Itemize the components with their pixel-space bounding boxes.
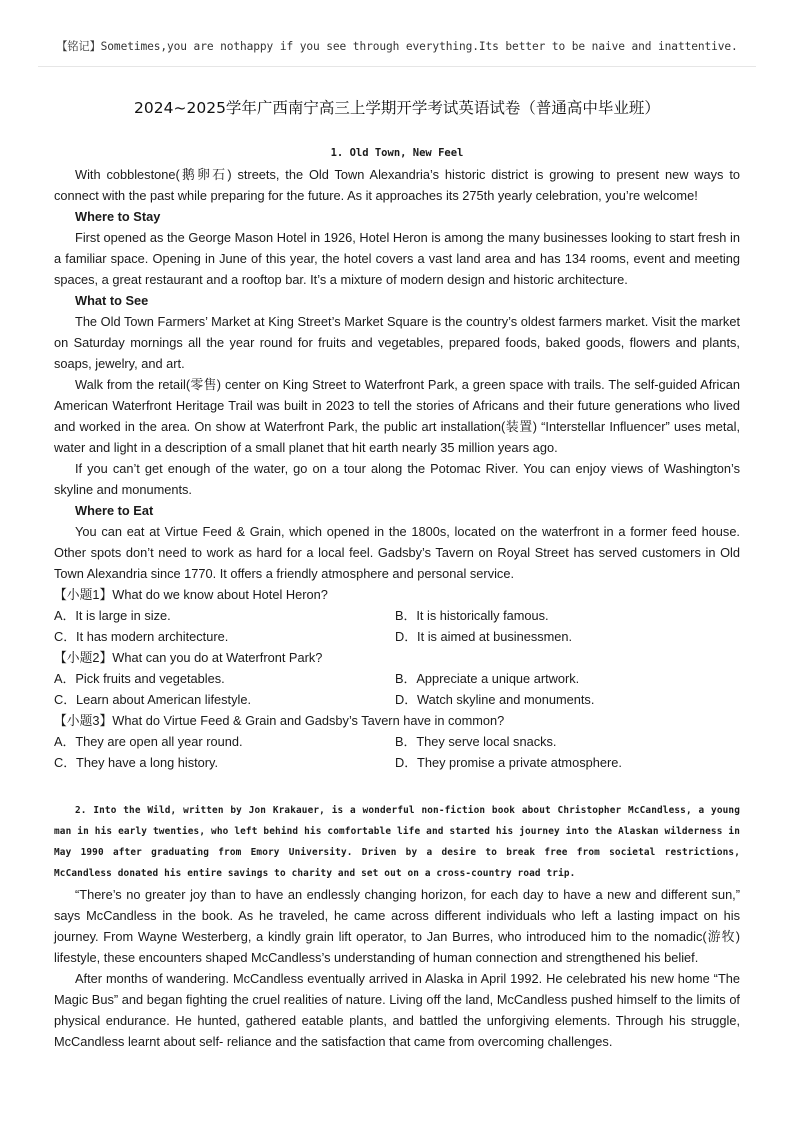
- option-c[interactable]: C．Learn about American lifestyle.: [54, 692, 252, 707]
- section-heading-eat: Where to Eat: [75, 503, 154, 518]
- question-stem: 【小题1】What do we know about Hotel Heron?: [54, 587, 328, 602]
- section-text-stay: First opened as the George Mason Hotel in 1926, Hotel Heron is among the many businesses looking to start fresh in a familiar space. Opening in June of this year, the hotel covers a vast land area and has 134 rooms, event and meeting spaces, a great restaurant and a rooftop bar. It’s a mixture of modern design and historic architecture.: [54, 230, 740, 287]
- section-text-eat: You can eat at Virtue Feed & Grain, which opened in the 1800s, located on the waterfront in a former feed house. Other spots don’t need to work as hard for a local feel. Gadsby’s Tavern on Royal Street has served customers in Old Town Alexandria since 1770. It offers a friendly atmosphere and personal service.: [54, 524, 740, 581]
- section-heading-stay: Where to Stay: [75, 209, 161, 224]
- section-heading-see: What to See: [75, 293, 149, 308]
- passage-2: [54, 800, 740, 1052]
- option-c[interactable]: C．It has modern architecture.: [54, 629, 229, 644]
- option-c[interactable]: C．They have a long history.: [54, 755, 219, 770]
- question-stem: 【小题3】What do Virtue Feed & Grain and Gadsby’s Tavern have in common?: [54, 713, 505, 728]
- option-a[interactable]: A．Pick fruits and vegetables.: [54, 671, 225, 686]
- option-a[interactable]: A．They are open all year round.: [54, 734, 243, 749]
- option-d[interactable]: D．Watch skyline and monuments.: [395, 692, 595, 707]
- option-b[interactable]: B．They serve local snacks.: [395, 734, 557, 749]
- option-b[interactable]: B．It is historically famous.: [395, 608, 549, 623]
- section-text-see-3: If you can’t get enough of the water, go on a tour along the Potomac River. You can enjoy views of Washington’s skyline and monuments.: [54, 461, 740, 497]
- passage-1: [54, 143, 740, 773]
- question-1: [54, 584, 740, 647]
- exam-title: 2024~2025学年广西南宁高三上学期开学考试英语试卷（普通高中毕业班）: [134, 99, 660, 117]
- motto-header: 【铭记】Sometimes,you are nothappy if you see through everything.Its better to be naive and inattentive.: [56, 40, 738, 53]
- question-2: [54, 647, 740, 710]
- section-text-see-2: Walk from the retail(零售) center on King Street to Waterfront Park, a green space with trails. The self-guided African American Waterfront Heritage Trail was built in 2023 to tell the stories of Africans and their future generations who lived and worked in the area. On show at Waterfront Park, the public art installation(装置) “Interstellar Influencer” uses metal, water and light in a description of a small planet that hit earth nearly 35 million years ago.: [54, 377, 740, 455]
- section-text-see-1: The Old Town Farmers’ Market at King Street’s Market Square is the country’s oldest farmers market. Visit the market on Saturday mornings all the year round for fruits and vegetables, prepared foods, baked goods, flowers and plants, soaps, jewelry, and art.: [54, 314, 740, 371]
- passage-2-paragraph-1: “There’s no greater joy than to have an endlessly changing horizon, for each day to have a new and different sun,” says McCandless in the book. As he traveled, he came across different individuals who left a lasting impact on his journey. From Wayne Westerberg, a kindly grain lift operator, to Jan Burres, who introduced him to the nomadic(游牧) lifestyle, these encounters shaped McCandless’s understanding of human connection and strengthened his belief.: [54, 887, 740, 965]
- passage-1-title: 1. Old Town, New Feel: [330, 147, 464, 159]
- passage-1-intro: With cobblestone(鹅卵石) streets, the Old Town Alexandria’s historic district is growing to present new ways to connect with the past while preparing for the future. As it approaches its 275th yearly celebration, you’re welcome!: [54, 167, 740, 203]
- header-divider: [38, 66, 756, 67]
- question-3: [54, 710, 740, 773]
- option-b[interactable]: B．Appreciate a unique artwork.: [395, 671, 580, 686]
- passage-2-paragraph-2: After months of wandering. McCandless eventually arrived in Alaska in April 1992. He celebrated his new home “The Magic Bus” and began fighting the cruel realities of nature. Living off the land, McCandless pushed himself to the limits of physical endurance. He hunted, gathered eatable plants, and battled the unforgiving elements. Through his struggle, McCandless learnt about self- reliance and the satisfaction that came from overcoming challenges.: [54, 971, 740, 1049]
- question-stem: 【小题2】What can you do at Waterfront Park?: [54, 650, 323, 665]
- passage-2-intro: 2. Into the Wild, written by Jon Krakauer, is a wonderful non-fiction book about Christopher McCandless, a young man in his early twenties, who left behind his comfortable life and started his journey into the Alaskan wilderness in May 1990 after graduating from Emory University. Driven by a desire to break free from societal restrictions, McCandless donated his entire savings to charity and set out on a cross-country road trip.: [54, 805, 740, 879]
- option-d[interactable]: D．They promise a private atmosphere.: [395, 755, 622, 770]
- option-d[interactable]: D．It is aimed at businessmen.: [395, 629, 573, 644]
- option-a[interactable]: A．It is large in size.: [54, 608, 171, 623]
